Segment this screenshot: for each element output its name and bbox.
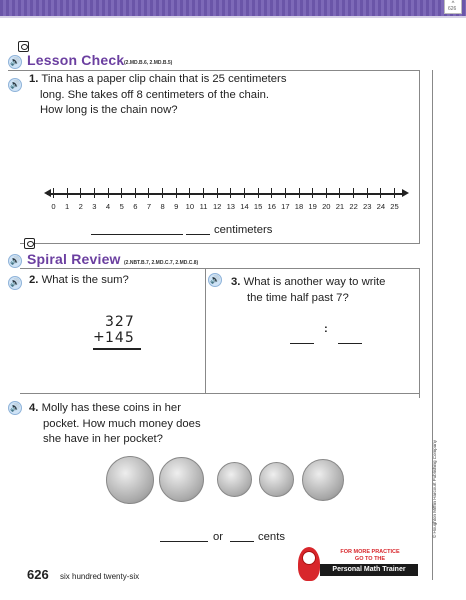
q4-answer-blank-1[interactable] (160, 541, 208, 542)
q4-cents: cents (258, 531, 286, 543)
coin-half-dollar (106, 456, 154, 504)
number-line-tick-label: 6 (133, 202, 138, 211)
number-line-tick (189, 188, 190, 198)
question-2 (29, 273, 129, 289)
number-line-tick (367, 188, 368, 198)
number-line-tick-label: 14 (240, 202, 249, 211)
q1-answer-blank-2[interactable] (186, 234, 210, 235)
copyright-notice (427, 440, 437, 580)
lesson-check-icon (18, 41, 29, 52)
q1-line-3: How long is the chain now? (40, 104, 178, 116)
number-line-tick-label: 22 (349, 202, 358, 211)
number-line-tick-label: 0 (51, 202, 56, 211)
number-line-tick-label: 15 (253, 202, 263, 211)
q4-number: 4. (29, 402, 39, 414)
q1-number: 1. (29, 73, 39, 85)
banner-line-3: Personal Math Trainer (320, 564, 418, 576)
q4-line-2: pocket. How much money does (43, 417, 201, 430)
number-line-tick (203, 188, 204, 198)
number-line-tick-label: 3 (92, 202, 97, 211)
spiral-review-icon (24, 238, 35, 249)
number-line-tick (380, 188, 381, 198)
number-line-tick-label: 13 (226, 202, 236, 211)
q2-sum-line (93, 348, 141, 350)
number-line-tick-label: 18 (294, 202, 304, 211)
number-line-tick-label: 23 (362, 202, 372, 211)
coin-nickel (302, 459, 344, 501)
q2-addend-top: 327 (105, 314, 135, 330)
number-line-tick-label: 4 (105, 202, 111, 211)
number-line-tick (53, 188, 54, 198)
audio-icon-q2[interactable]: 🔊 (8, 276, 22, 290)
q3-line-1: What is another way to write (243, 276, 386, 288)
q4-top-rule (20, 393, 420, 394)
number-line-tick (121, 188, 122, 198)
lesson-check-standards: (2.MD.B.6, 2.MD.B.5) (124, 60, 173, 66)
number-line-tick (217, 188, 218, 198)
question-1 (29, 72, 329, 119)
q2-number: 2. (29, 274, 39, 286)
number-line-tick-label: 11 (199, 202, 208, 211)
q3-hour-blank[interactable] (290, 343, 314, 344)
spiral-top-rule (20, 243, 420, 244)
number-line-tick-label: 10 (185, 202, 195, 211)
number-line-tick (285, 188, 286, 198)
q1-line-1: Tina has a paper clip chain that is 25 centimeters (41, 73, 287, 85)
number-line-tick (312, 188, 313, 198)
q2-q3-divider (205, 268, 206, 393)
personal-math-trainer-banner[interactable] (298, 545, 418, 581)
coin-dime-1 (217, 462, 252, 497)
number-line-tick-label: 16 (267, 202, 276, 211)
spiral-title-rule (20, 268, 420, 269)
number-line-tick (108, 188, 109, 198)
spiral-review-standards: (2.NBT.B.7, 2.MD.C.7, 2.MD.C.8) (124, 260, 199, 266)
banner-line-1: FOR MORE PRACTICE (340, 549, 400, 555)
number-line-tick (326, 188, 327, 198)
page-number-words: six hundred twenty-six (60, 572, 140, 581)
number-line-tick (271, 188, 272, 198)
audio-icon-q3[interactable]: 🔊 (208, 273, 222, 287)
audio-icon-lesson-check[interactable]: 🔊 (8, 55, 22, 69)
q1-line-2: long. She takes off 8 centimeters of the chain. (40, 88, 270, 101)
audio-icon-q4[interactable]: 🔊 (8, 401, 22, 415)
q3-line-2: the time half past 7? (247, 291, 349, 304)
number-line-tick (135, 188, 136, 198)
lesson-check-right-rule (419, 70, 420, 244)
number-line-tick (353, 188, 354, 198)
q1-answer-unit: centimeters (214, 224, 273, 236)
lesson-check-rule (8, 70, 420, 71)
top-band-shadow (0, 16, 466, 18)
question-3 (231, 275, 416, 306)
q3-minute-blank[interactable] (338, 343, 362, 344)
spiral-review-title: Spiral Review (27, 251, 121, 267)
q4-line-3: she have in her pocket? (43, 433, 163, 445)
number-line-tick-label: 17 (281, 202, 290, 211)
number-line-tick (230, 188, 231, 198)
banner-line-2: GO TO THE (354, 556, 386, 562)
number-line-tick (80, 188, 81, 198)
q4-line-1: Molly has these coins in her (41, 402, 181, 414)
number-line (47, 193, 403, 195)
number-line-tick-label: 25 (390, 202, 399, 211)
number-line-tick (299, 188, 300, 198)
trainer-mascot-face-icon (302, 551, 316, 565)
coin-dime-2 (259, 462, 294, 497)
q4-answer-blank-2[interactable] (230, 541, 254, 542)
question-4 (29, 401, 249, 448)
page-corner-tab[interactable]: ^ (444, 0, 462, 14)
number-line-tick-label: 1 (65, 202, 70, 211)
q3-number: 3. (231, 276, 241, 288)
number-line-right-arrow (402, 189, 409, 197)
number-line-tick (244, 188, 245, 198)
copyright-text: © Houghton Mifflin Harcourt Publishing Company (432, 440, 437, 539)
corner-page-number: 626 (448, 6, 457, 12)
q3-colon: : (324, 323, 328, 335)
top-color-band (0, 0, 466, 16)
number-line-tick (176, 188, 177, 198)
coin-quarter (159, 457, 204, 502)
number-line-tick-label: 21 (335, 202, 345, 211)
lesson-check-title: Lesson Check (27, 52, 125, 68)
q1-answer-blank-1[interactable] (91, 234, 183, 235)
number-line-tick-label: 19 (308, 202, 317, 211)
number-line-tick-label: 5 (119, 202, 124, 211)
spiral-right-rule (419, 268, 420, 398)
number-line-tick (339, 188, 340, 198)
audio-icon-spiral-review[interactable]: 🔊 (8, 254, 22, 268)
number-line-tick (67, 188, 68, 198)
number-line-tick-label: 20 (322, 202, 331, 211)
number-line-tick-label: 24 (376, 202, 386, 211)
q4-or: or (213, 531, 224, 543)
number-line-tick (258, 188, 259, 198)
q2-addend-bottom: 145 (105, 330, 135, 346)
q2-plus-sign: + (93, 329, 106, 345)
number-line-tick-label: 12 (212, 202, 222, 211)
number-line-tick-label: 2 (78, 202, 83, 211)
audio-icon-q1[interactable]: 🔊 (8, 78, 22, 92)
q2-text: What is the sum? (41, 274, 129, 286)
number-line-tick (148, 188, 149, 198)
number-line-tick-label: 9 (174, 202, 179, 211)
number-line-tick (94, 188, 95, 198)
page-number: 626 (27, 567, 49, 582)
number-line-tick (394, 188, 395, 198)
number-line-tick-label: 7 (146, 202, 152, 211)
number-line-tick-label: 8 (160, 202, 165, 211)
number-line-tick (162, 188, 163, 198)
